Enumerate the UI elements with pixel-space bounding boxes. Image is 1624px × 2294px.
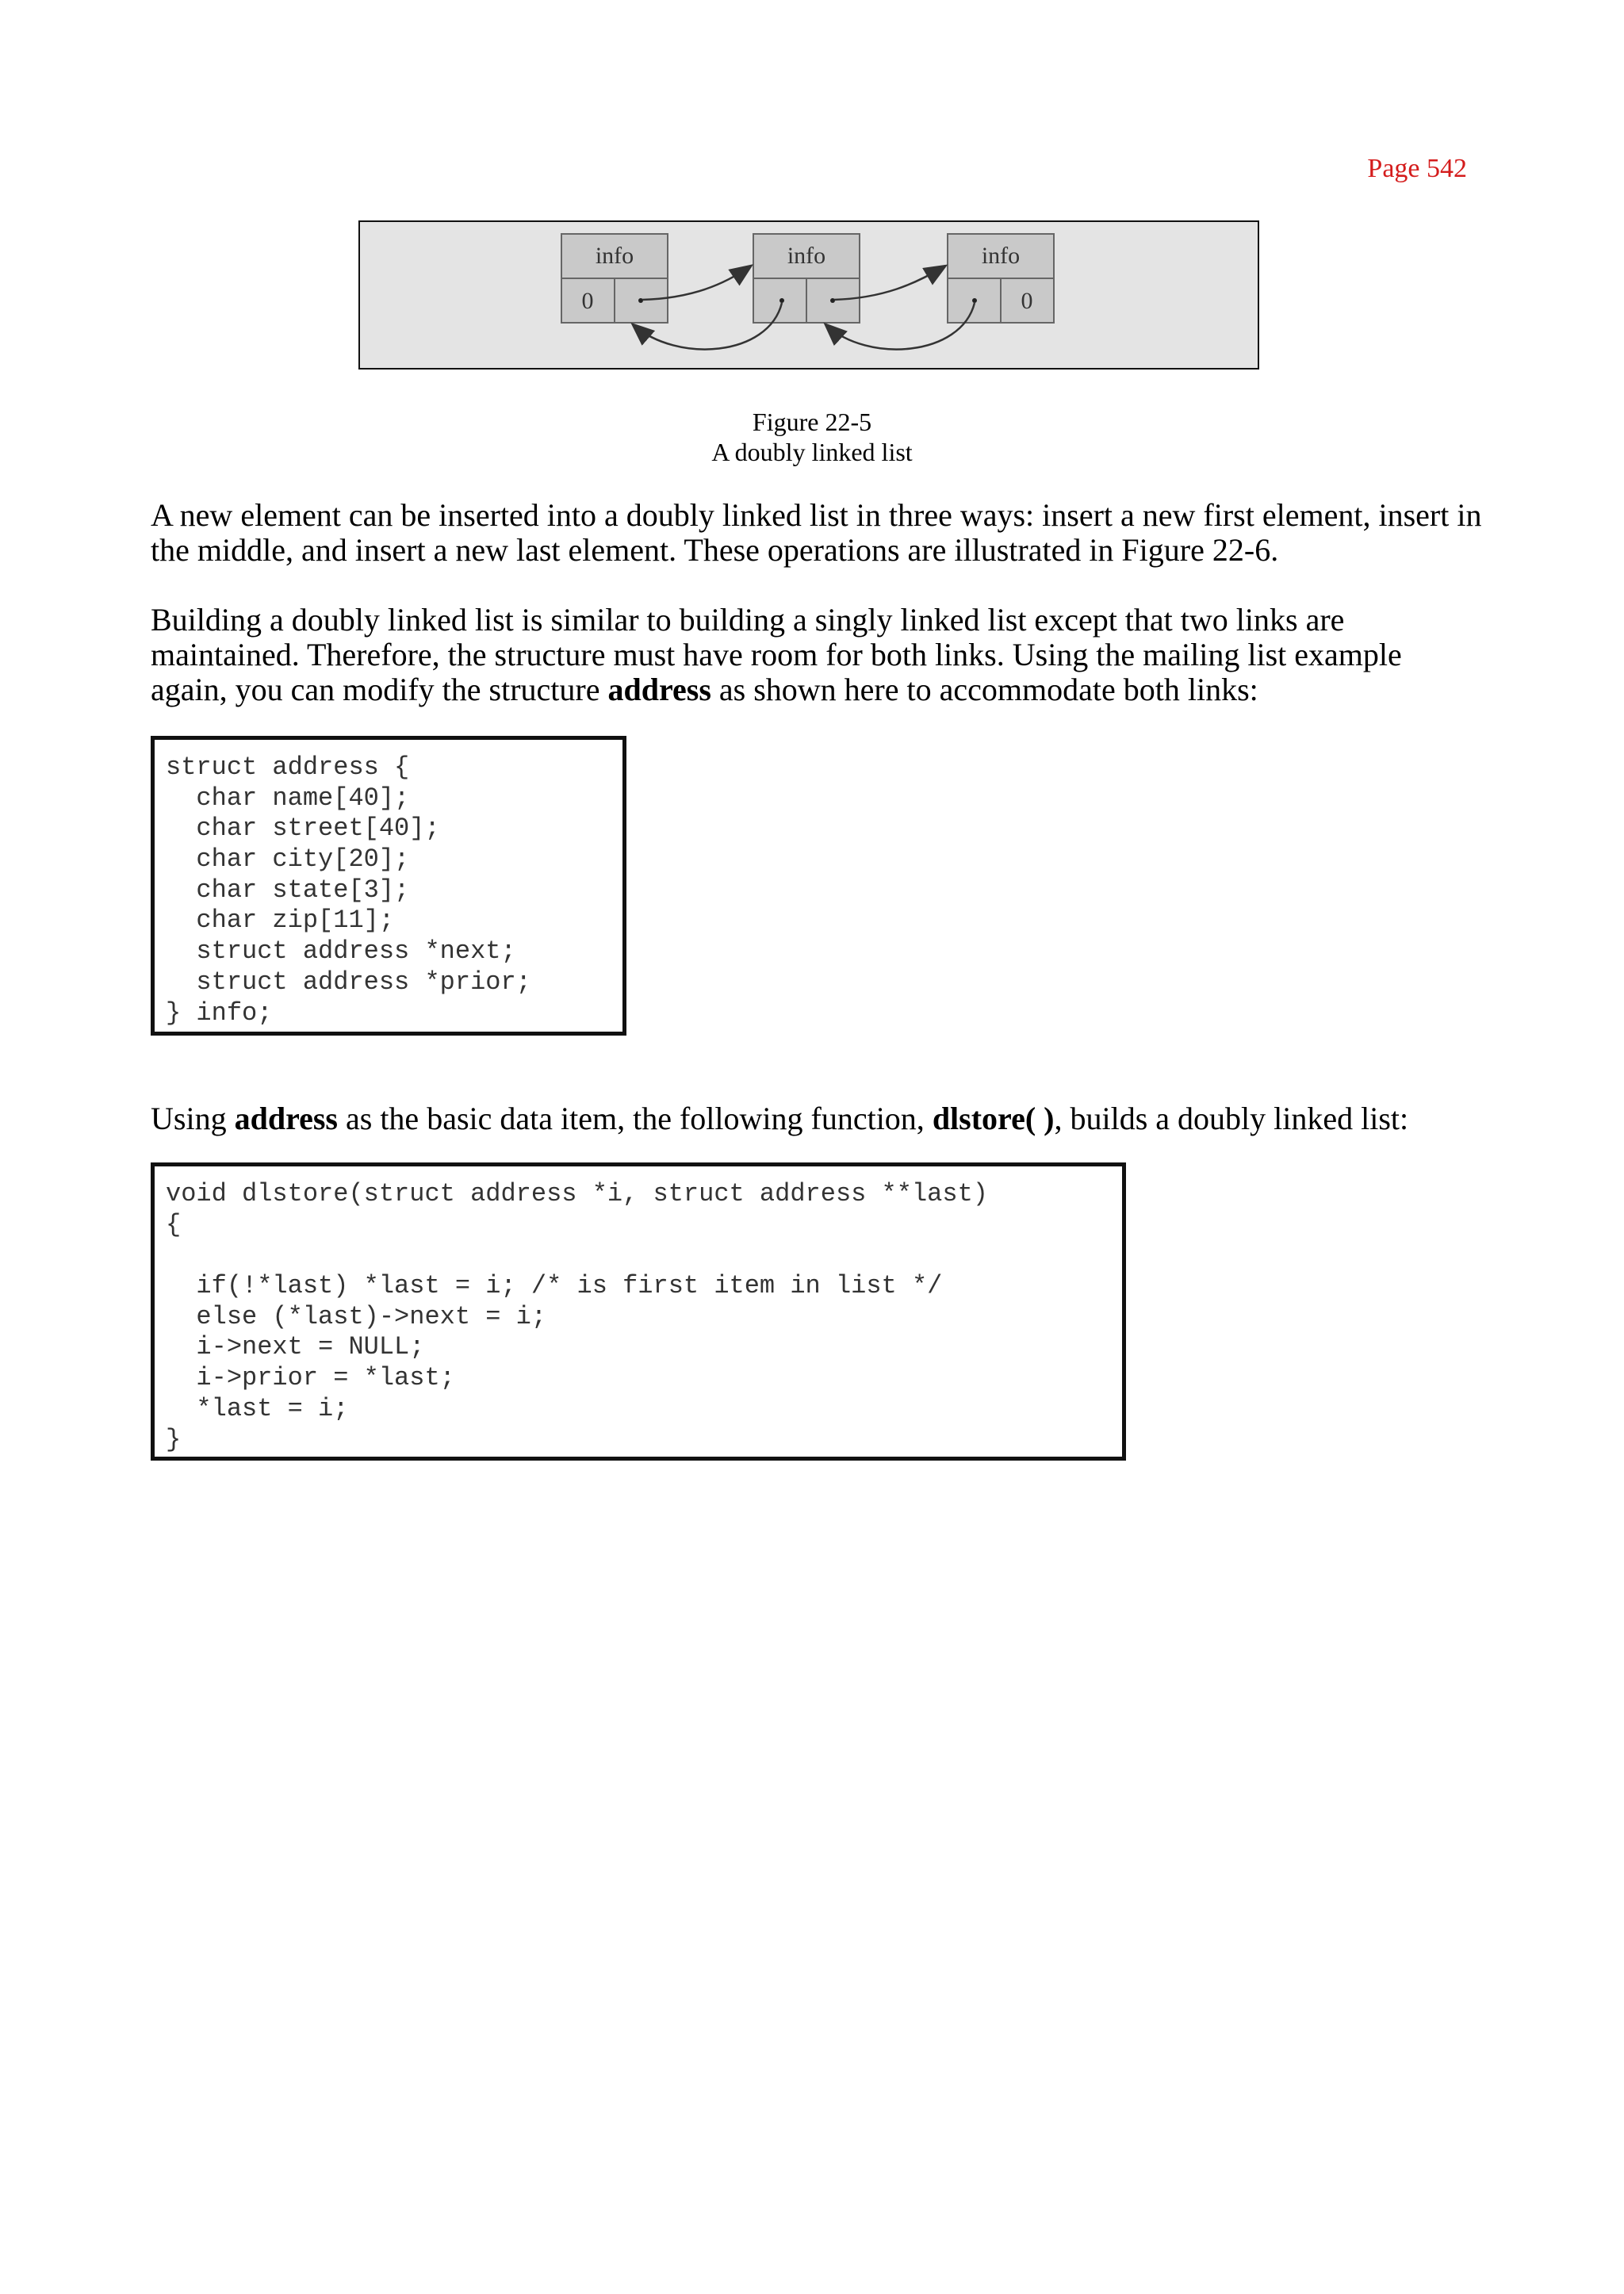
code-line: struct address *prior;	[166, 967, 531, 997]
code-line: char name[40];	[166, 783, 410, 813]
code-line: char city[20];	[166, 844, 410, 875]
code-line: struct address {	[166, 753, 410, 782]
list-node-2	[753, 234, 860, 323]
figure-number: Figure 22-5	[752, 408, 872, 436]
node-3-info: info	[981, 243, 1021, 269]
paragraph-building	[151, 603, 1499, 707]
code-line: char street[40];	[166, 814, 440, 844]
paragraph-line: as shown here to accommodate both links:	[710, 672, 1258, 707]
node-1-info: info	[595, 243, 634, 269]
doubly-linked-list-diagram	[360, 222, 1258, 368]
code-line: i->prior = *last;	[166, 1363, 455, 1393]
code-line: } info;	[166, 998, 273, 1028]
paragraph-text: , builds a doubly linked list:	[1054, 1101, 1409, 1136]
code-line: char zip[11];	[166, 906, 395, 936]
code-block-dlstore	[151, 1162, 1126, 1461]
code-line: {	[166, 1209, 182, 1239]
code-line: if(!*last) *last = i; /* is first item in list */	[166, 1271, 943, 1301]
code-line: }	[166, 1424, 182, 1454]
figure-title: A doubly linked list	[711, 438, 913, 466]
bold-term-address: address	[607, 672, 711, 707]
code-line: i->next = NULL;	[166, 1332, 425, 1362]
code-line: else (*last)->next = i;	[166, 1301, 547, 1331]
node-3-next: 0	[1021, 288, 1033, 314]
code-line: *last = i;	[166, 1393, 349, 1423]
code-line: struct address *next;	[166, 936, 516, 967]
code-block-struct	[151, 736, 626, 1036]
paragraph-insertion: A new element can be inserted into a doubly linked list in three ways: insert a new first element, insert in the middle, and insert a new last element. These operations are illustrated in Figure 22-6.	[151, 497, 1482, 568]
code-line: char state[3];	[166, 875, 410, 905]
list-node-1	[561, 234, 668, 323]
bold-term-dlstore: dlstore( )	[932, 1101, 1055, 1136]
node-2-info: info	[787, 243, 826, 269]
code-line: void dlstore(struct address *i, struct address **last)	[166, 1179, 988, 1208]
paragraph-line: Building a doubly linked list is similar to building a singly linked list except that two links are	[151, 602, 1345, 638]
bold-term-address: address	[234, 1101, 338, 1136]
code-line	[166, 1240, 1122, 1271]
list-node-3	[948, 234, 1054, 323]
paragraph-text: as the basic data item, the following function,	[338, 1101, 933, 1136]
page-number: Page 542	[1367, 154, 1467, 183]
paragraph-text: Using	[151, 1101, 235, 1136]
node-1-prior: 0	[581, 288, 594, 314]
paragraph-line: maintained. Therefore, the structure must have room for both links. Using the mailing list example	[151, 637, 1402, 672]
paragraph-line: again, you can modify the structure	[151, 672, 608, 707]
linked-list-figure	[358, 220, 1259, 370]
paragraph-dlstore	[151, 1101, 1499, 1136]
